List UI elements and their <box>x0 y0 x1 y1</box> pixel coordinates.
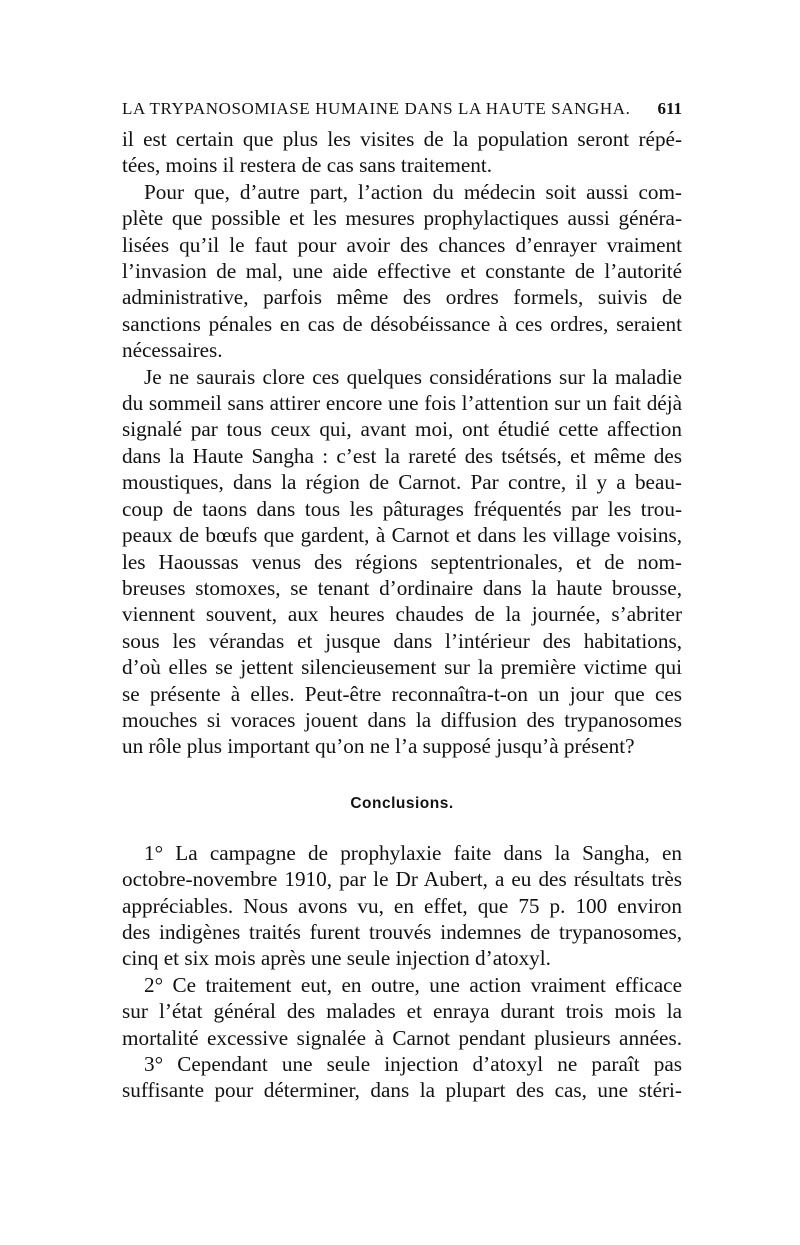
text-line: plète que possible et les mesures prophylactiques aussi généra- <box>122 206 682 231</box>
text-line: les Haoussas venus des régions septentrionales, et de nom- <box>122 549 682 574</box>
page-number: 611 <box>657 99 682 118</box>
text-line: appréciables. Nous avons vu, en effet, que 75 p. 100 environ <box>122 893 682 918</box>
body-paragraph-1 <box>122 126 682 179</box>
text-line: viennent souvent, aux heures chaudes de la journée, s’abriter <box>122 602 682 627</box>
text-line: breuses stomoxes, se tenant d’ordinaire dans la haute brousse, <box>122 575 682 600</box>
text-line: moustiques, dans la région de Carnot. Par contre, il y a beau- <box>122 470 682 495</box>
text-line: dans la Haute Sangha : c’est la rareté des tsétsés, et même des <box>122 443 682 468</box>
book-page <box>122 98 682 1104</box>
text-line: du sommeil sans attirer encore une fois l’attention sur un fait déjà <box>122 391 682 416</box>
text-line: mortalité excessive signalée à Carnot pendant plusieurs années. <box>122 1025 682 1050</box>
text-line: se présente à elles. Peut-être reconnaîtra-t-on un jour que ces <box>122 681 682 706</box>
body-paragraph-3 <box>122 364 682 760</box>
text-line: 3° Cependant une seule injection d’atoxyl ne paraît pas <box>144 1052 682 1076</box>
text-line: des indigènes traités furent trouvés indemnes de trypanosomes, <box>122 919 682 944</box>
conclusion-item-1 <box>122 840 682 972</box>
text-line: coup de taons dans tous les pâturages fréquentés par les trou- <box>122 496 682 521</box>
text-line: octobre-novembre 1910, par le Dr Aubert, a eu des résultats très <box>122 867 682 892</box>
text-line: cinq et six mois après une seule injection d’atoxyl. <box>122 946 551 971</box>
running-title: LA TRYPANOSOMIASE HUMAINE DANS LA HAUTE SANGHA. <box>122 99 631 118</box>
conclusion-item-2 <box>122 972 682 1051</box>
text-line: tées, moins il restera de cas sans traitement. <box>122 153 493 178</box>
text-line: 1° La campagne de prophylaxie faite dans la Sangha, en <box>144 840 682 865</box>
text-line: l’invasion de mal, une aide effective et constante de l’autorité <box>122 259 682 284</box>
conclusion-item-3 <box>122 1051 682 1104</box>
running-header <box>122 98 682 120</box>
text-line: signalé par tous ceux qui, avant moi, ont étudié cette affection <box>122 417 682 442</box>
text-line: sur l’état général des malades et enraya durant trois mois la <box>122 999 682 1024</box>
body-paragraph-2 <box>122 179 682 364</box>
text-line: d’où elles se jettent silencieusement sur la première victime qui <box>122 655 682 680</box>
text-line: peaux de bœufs que gardent, à Carnot et dans les village voisins, <box>122 523 682 548</box>
text-line: sanctions pénales en cas de désobéissance à ces ordres, seraient <box>122 311 682 336</box>
text-line: suffisante pour déterminer, dans la plupart des cas, une stéri- <box>122 1078 682 1103</box>
text-line: il est certain que plus les visites de la population seront répé- <box>122 127 682 151</box>
section-heading-conclusions: Conclusions. <box>350 794 454 812</box>
text-line: 2° Ce traitement eut, en outre, une action vraiment efficace <box>144 972 682 997</box>
text-line: mouches si voraces jouent dans la diffusion des trypanosomes <box>122 707 682 732</box>
text-line: sous les vérandas et jusque dans l’intérieur des habitations, <box>122 628 682 653</box>
text-line: administrative, parfois même des ordres formels, suivis de <box>122 285 682 310</box>
text-line: un rôle plus important qu’on ne l’a supposé jusqu’à présent? <box>122 734 635 759</box>
text-line: nécessaires. <box>122 338 223 363</box>
text-line: Pour que, d’autre part, l’action du médecin soit aussi com- <box>144 179 682 204</box>
text-line: lisées qu’il le faut pour avoir des chances d’enrayer vraiment <box>122 232 682 257</box>
text-line: Je ne saurais clore ces quelques considérations sur la maladie <box>144 364 682 389</box>
